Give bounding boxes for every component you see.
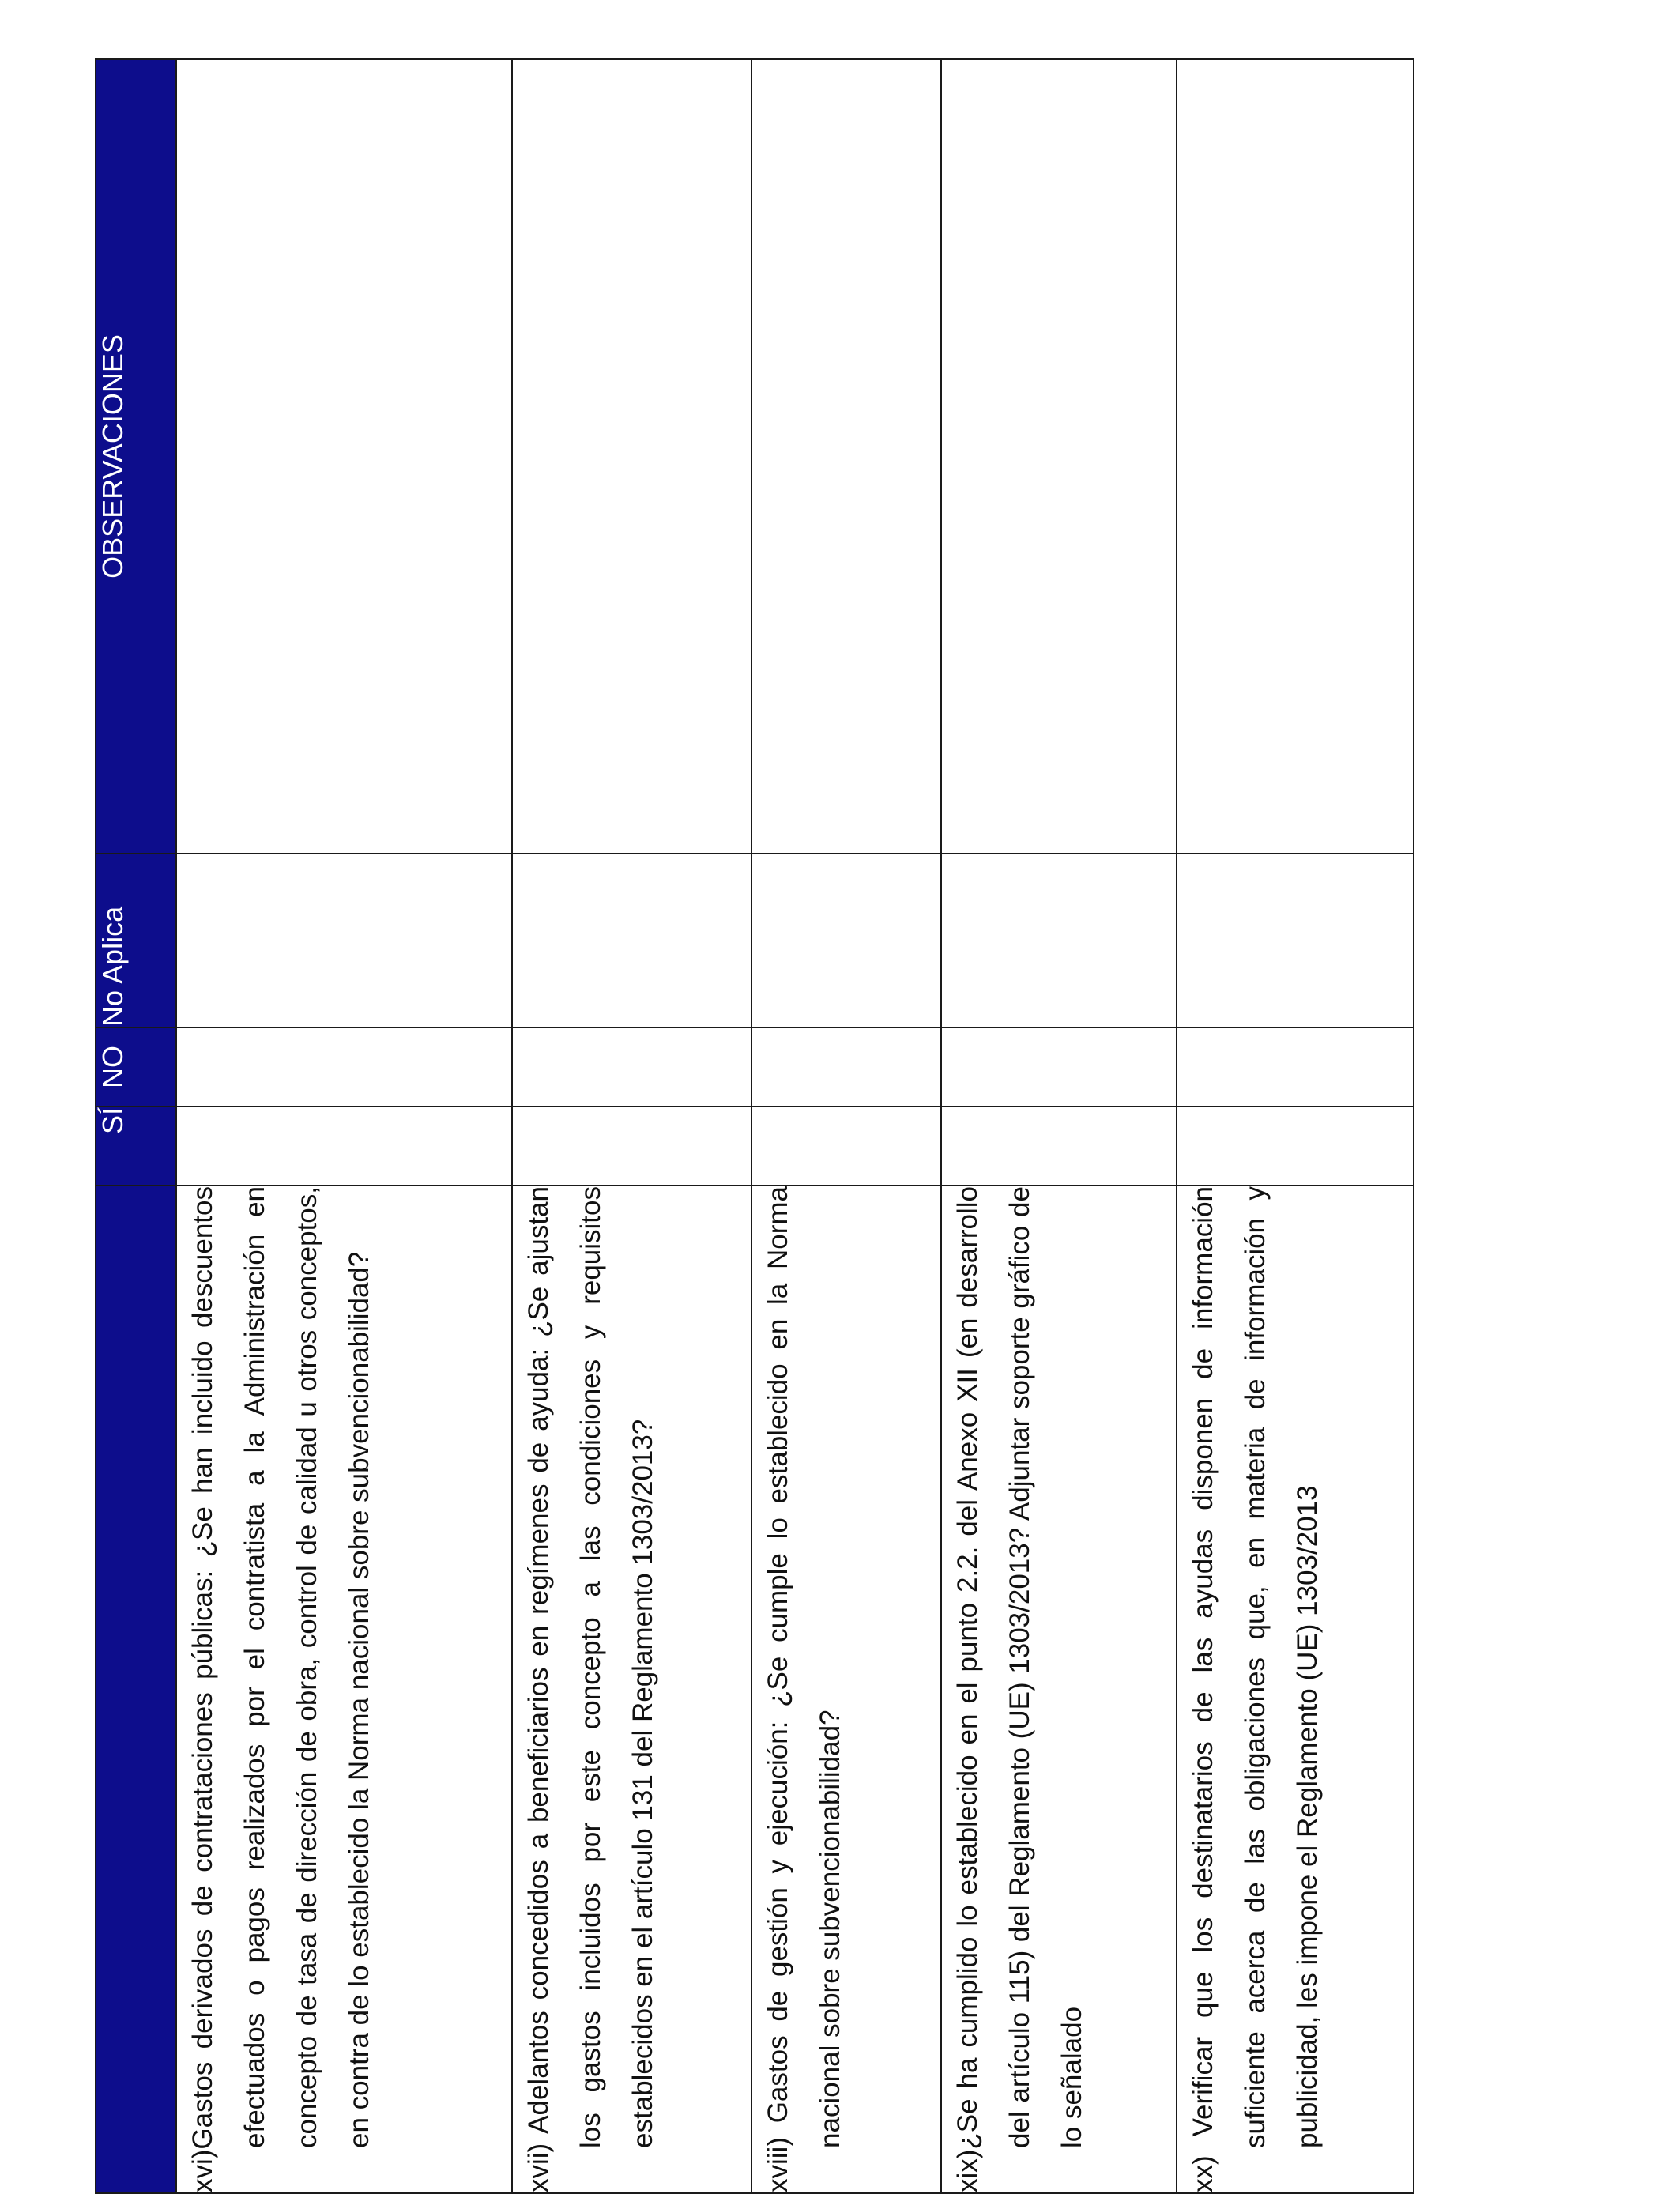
- no-checkbox-cell[interactable]: [512, 1027, 751, 1106]
- table-row: [751, 59, 941, 2193]
- no-aplica-checkbox-cell[interactable]: [512, 854, 751, 1027]
- table-row: [1177, 59, 1414, 2193]
- si-checkbox-cell[interactable]: [941, 1106, 1177, 1186]
- header-si: SÍ: [96, 1106, 176, 1186]
- no-aplica-checkbox-cell[interactable]: [941, 854, 1177, 1027]
- question-cell: [1177, 1186, 1414, 2193]
- no-aplica-checkbox-cell[interactable]: [1177, 854, 1414, 1027]
- verification-checklist-table: [95, 58, 1414, 2194]
- question-cell: [751, 1186, 941, 2193]
- table-row: [176, 59, 512, 2193]
- question-text: xx) Verificar que los destinatarios de las ayudas disponen de información suficiente acerca de las obligaciones que, en materia de información y publicidad, les impone el Reglamento (UE) 1303/2013: [1188, 1186, 1323, 2192]
- no-aplica-checkbox-cell[interactable]: [751, 854, 941, 1027]
- si-checkbox-cell[interactable]: [512, 1106, 751, 1186]
- rotated-page-content: [95, 60, 1414, 2194]
- header-no: NO: [96, 1027, 176, 1106]
- question-text: xvii) Adelantos concedidos a beneficiarios en regímenes de ayuda: ¿Se ajustan los gastos incluidos por este concepto a las condiciones y requisitos establecidos en el artículo 131 del Reglamento 1303/2013?: [523, 1186, 658, 2192]
- observaciones-cell[interactable]: [941, 59, 1177, 854]
- observaciones-cell[interactable]: [751, 59, 941, 854]
- question-text: xviii) Gastos de gestión y ejecución: ¿Se cumple lo establecido en la Norma nacional sobre subvencionabilidad?: [763, 1186, 846, 2192]
- no-checkbox-cell[interactable]: [176, 1027, 512, 1106]
- observaciones-cell[interactable]: [512, 59, 751, 854]
- question-cell: [941, 1186, 1177, 2193]
- si-checkbox-cell[interactable]: [176, 1106, 512, 1186]
- si-checkbox-cell[interactable]: [751, 1106, 941, 1186]
- question-cell: [512, 1186, 751, 2193]
- no-aplica-checkbox-cell[interactable]: [176, 854, 512, 1027]
- question-cell: [176, 1186, 512, 2193]
- question-text: xvi)Gastos derivados de contrataciones públicas: ¿Se han incluido descuentos efectuados o pagos realizados por el contratista a la Administración en concepto de tasa de dirección de obra, control de calidad u otros conceptos, en contra de lo establecido la Norma nacional sobre subvencionabilidad?: [187, 1186, 375, 2192]
- no-checkbox-cell[interactable]: [1177, 1027, 1414, 1106]
- header-question: [96, 1186, 176, 2193]
- table-row: [941, 59, 1177, 2193]
- table-row: [512, 59, 751, 2193]
- observaciones-cell[interactable]: [176, 59, 512, 854]
- observaciones-cell[interactable]: [1177, 59, 1414, 854]
- header-no-aplica: No Aplica: [96, 854, 176, 1027]
- si-checkbox-cell[interactable]: [1177, 1106, 1414, 1186]
- no-checkbox-cell[interactable]: [941, 1027, 1177, 1106]
- question-text: xix)¿Se ha cumplido lo establecido en el punto 2.2. del Anexo XII (en desarrollo del artículo 115) del Reglamento (UE) 1303/2013? Adjuntar soporte gráfico de lo señalado: [952, 1186, 1087, 2192]
- header-observaciones: OBSERVACIONES: [96, 59, 176, 854]
- no-checkbox-cell[interactable]: [751, 1027, 941, 1106]
- table-header-row: [96, 59, 176, 2193]
